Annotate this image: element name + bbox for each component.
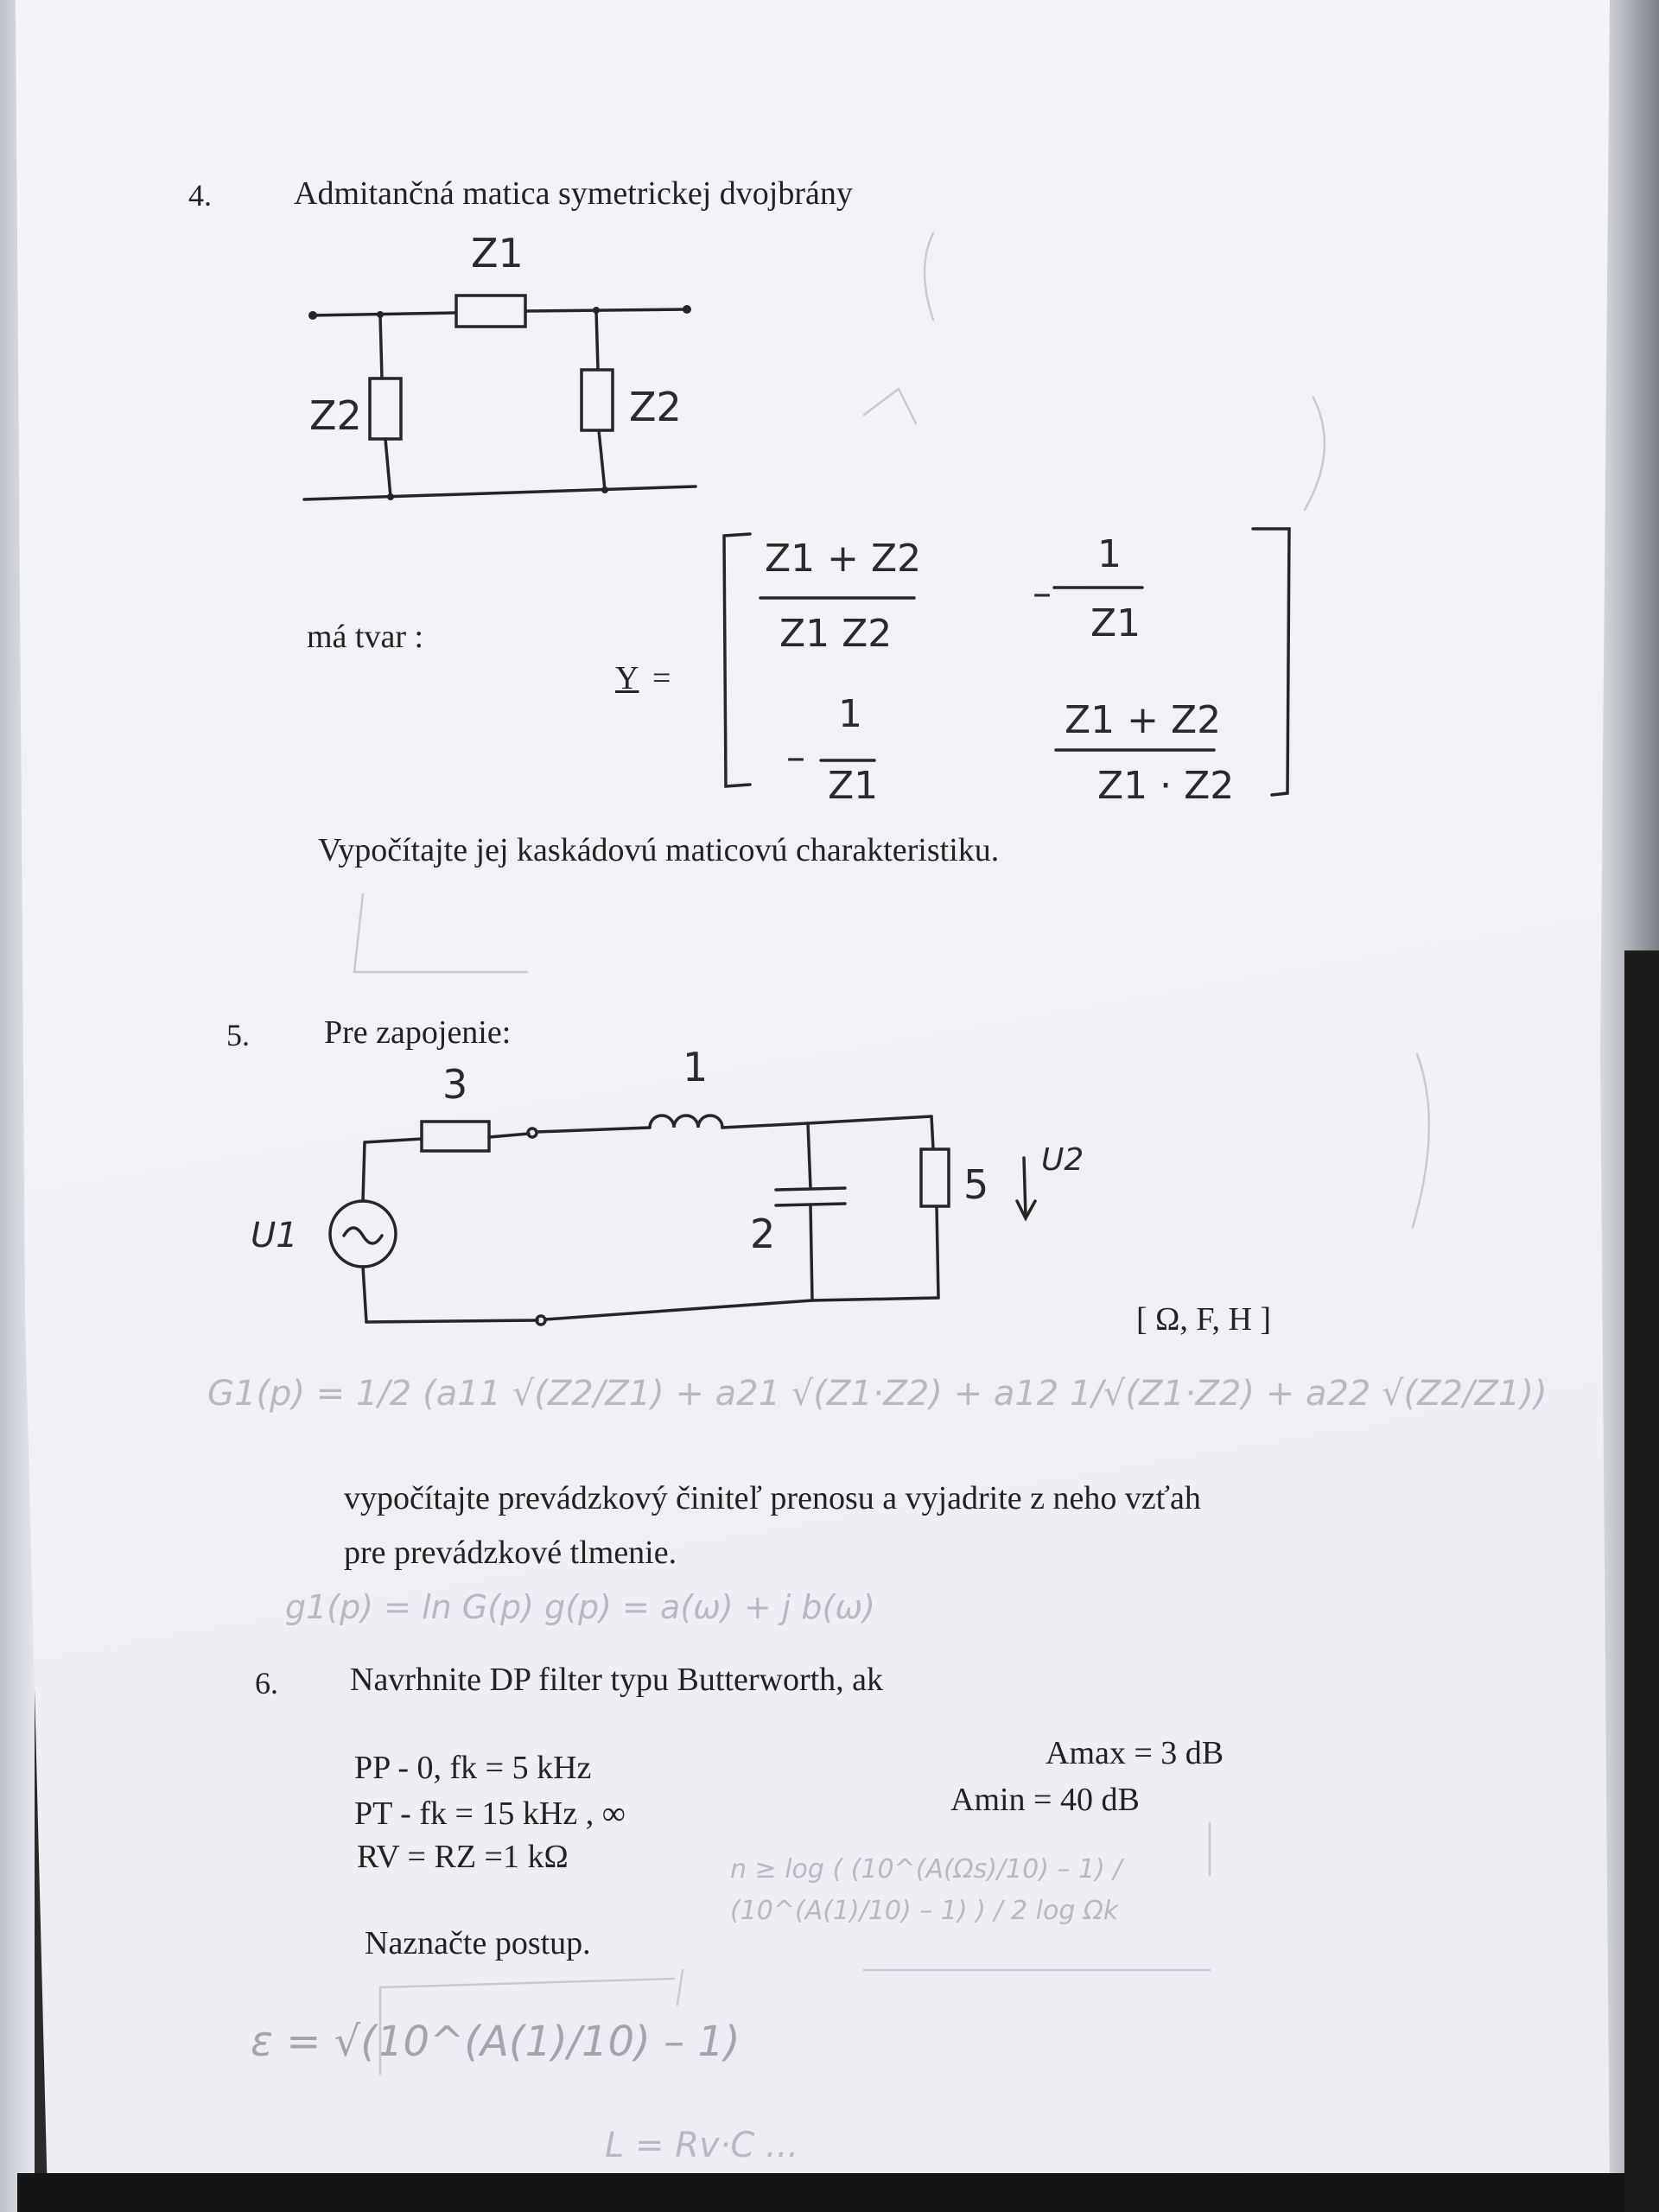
pp-line: PP - 0, fk = 5 kHz	[354, 1750, 592, 1786]
matrix-a12-sign: –	[1033, 571, 1052, 615]
matrix-a12-denominator: Z1	[1090, 601, 1141, 645]
z1-label: Z1	[471, 230, 524, 276]
problem-4-title: Admitančná matica symetrickej dvojbrány	[294, 175, 853, 212]
background-dark-corner	[1624, 950, 1659, 2212]
matrix-a21-sign: –	[786, 735, 805, 779]
resistor-3-label: 3	[442, 1061, 468, 1108]
problem-5-number: 5.	[226, 1018, 250, 1052]
pencil-g1p-line2: g1(p) = ln G(p) g(p) = a(ω) + j b(ω)	[285, 1588, 875, 1626]
y-matrix-symbol: Y	[615, 660, 639, 696]
problem-4-number: 4.	[188, 178, 212, 213]
ma-tvar-label: má tvar :	[307, 619, 424, 655]
pt-line: PT - fk = 15 kHz , ∞	[354, 1796, 626, 1832]
background-bottom	[17, 2173, 1624, 2212]
matrix-a11-denominator: Z1 Z2	[779, 612, 893, 656]
units-label: [ Ω, F, H ]	[1136, 1301, 1272, 1338]
matrix-a11-numerator: Z1 + Z2	[765, 537, 922, 581]
z2-right-label: Z2	[629, 384, 682, 430]
resistance-line: RV = RZ =1 kΩ	[357, 1839, 569, 1875]
matrix-a22-denominator: Z1 · Z2	[1097, 764, 1235, 808]
capacitor-2-label: 2	[750, 1211, 776, 1257]
u2-label: U2	[1041, 1142, 1084, 1178]
u1-label: U1	[251, 1216, 298, 1255]
problem-4-task: Vypočítajte jej kaskádovú maticovú charakteristiku.	[318, 832, 1000, 868]
naznacte-label: Naznačte postup.	[365, 1925, 591, 1961]
pencil-g1p-formula: G1(p) = 1/2 (a11 √(Z2/Z1) + a21 √(Z1·Z2) + a12 1/√(Z1·Z2) + a22 √(Z2/Z1))	[207, 1374, 1548, 1414]
problem-5-title: Pre zapojenie:	[324, 1014, 512, 1051]
z2-left-label: Z2	[309, 392, 362, 439]
pencil-l-formula: L = Rv·C ...	[605, 2126, 799, 2165]
pencil-n-formula: n ≥ log ( (10^(A(Ωs)/10) – 1) / (10^(A(1)/10) – 1) ) / 2 log Ωk	[730, 1854, 1122, 1926]
resistor-5-label: 5	[963, 1161, 989, 1208]
problem-6-number: 6.	[255, 1666, 278, 1700]
matrix-a22-numerator: Z1 + Z2	[1065, 698, 1222, 742]
inductor-1-label: 1	[683, 1044, 709, 1090]
problem-5-task-line2: pre prevádzkové tlmenie.	[344, 1535, 677, 1571]
y-equals: =	[652, 660, 671, 696]
problem-6-title: Navrhnite DP filter typu Butterworth, ak	[350, 1662, 884, 1698]
pencil-epsilon-formula: ε = √(10^(A(1)/10) – 1)	[251, 2018, 741, 2066]
problem-5-task-line1: vypočítajte prevádzkový činiteľ prenosu a vyjadrite z neho vzťah	[344, 1480, 1201, 1516]
matrix-a21-numerator: 1	[838, 692, 862, 736]
amin-line: Amin = 40 dB	[950, 1782, 1140, 1818]
matrix-a12-numerator: 1	[1097, 532, 1122, 576]
matrix-a21-denominator: Z1	[828, 764, 879, 808]
amax-line: Amax = 3 dB	[1046, 1735, 1224, 1771]
